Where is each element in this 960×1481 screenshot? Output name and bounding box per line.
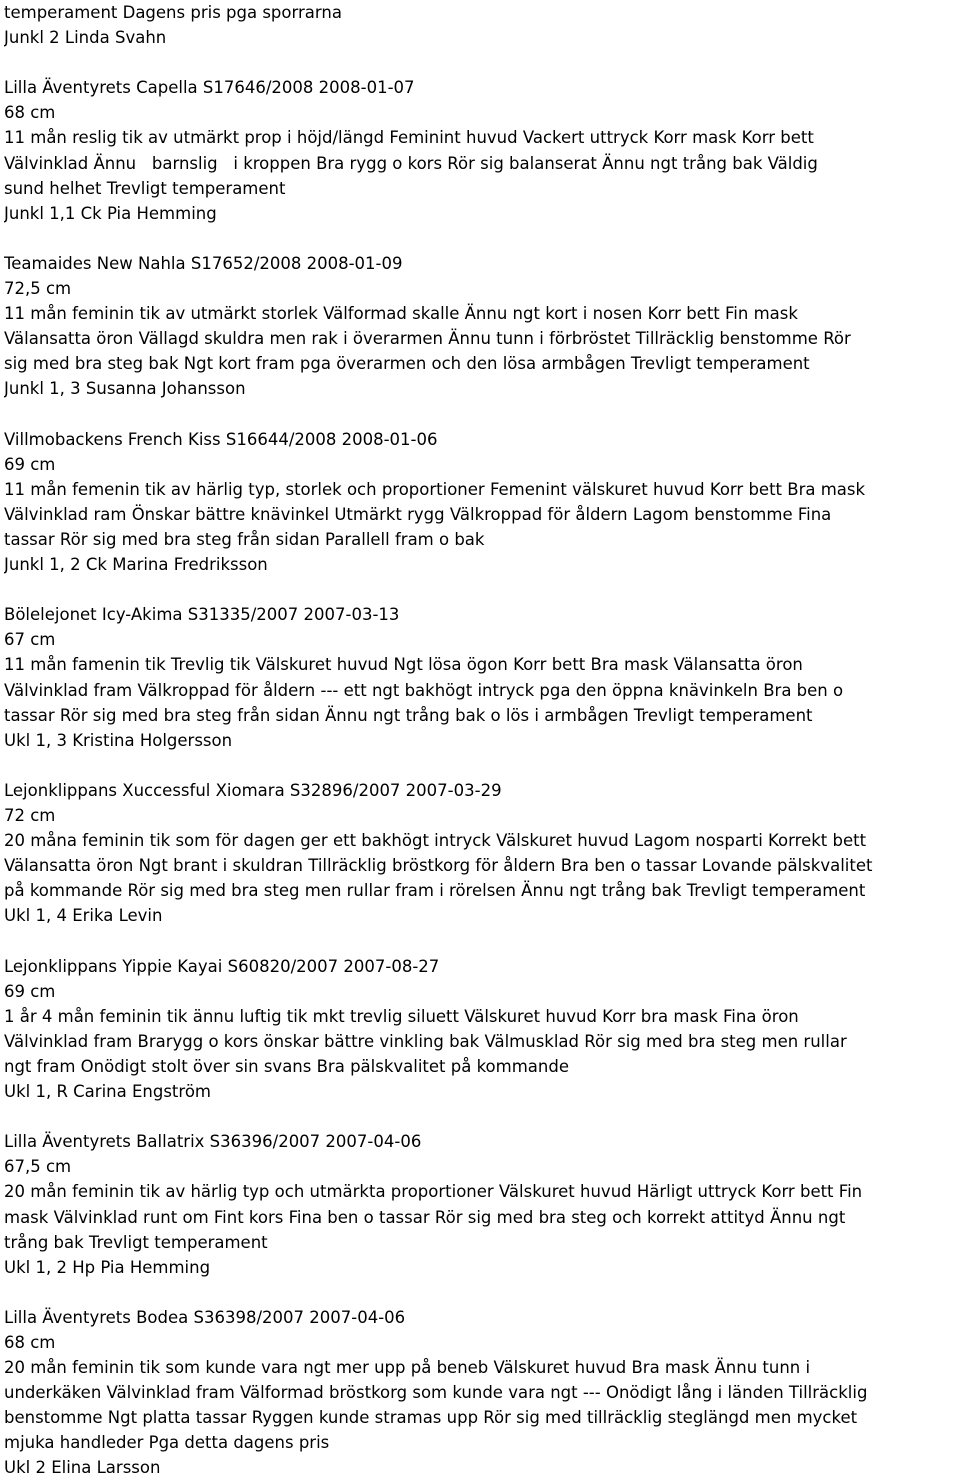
dog-result: Ukl 1, 4 Erika Levin	[4, 906, 163, 926]
dog-header: Lilla Äventyrets Bodea S36398/2007 2007-04-06	[4, 1307, 406, 1327]
dog-result: Junkl 1, 2 Ck Marina Fredriksson	[4, 555, 268, 575]
dog-result: Ukl 1, 3 Kristina Holgersson	[4, 730, 233, 750]
dog-description-line: sig med bra steg bak Ngt kort fram pga överarmen och den lösa armbågen Trevligt temperament	[4, 354, 810, 374]
dog-entry	[4, 778, 960, 929]
dog-description-line: sund helhet Trevligt temperament	[4, 178, 286, 198]
dog-description-line: 11 mån femenin tik av härlig typ, storlek och proportioner Femenint välskuret huvud Korr bett Bra mask	[4, 479, 866, 499]
dog-description-line: 11 mån famenin tik Trevlig tik Välskuret huvud Ngt lösa ögon Korr bett Bra mask Välansatta öron	[4, 655, 803, 675]
dog-header: Teamaides New Nahla S17652/2008 2008-01-09	[4, 253, 403, 273]
dog-description-line: 20 mån feminin tik av härlig typ och utmärkta proportioner Välskuret huvud Härligt uttryck Korr bett Fin	[4, 1182, 863, 1202]
dog-description-line: 20 måna feminin tik som för dagen ger ett bakhögt intryck Välskuret huvud Lagom nosparti Korrekt bett	[4, 831, 867, 851]
dog-result: Ukl 1, 2 Hp Pia Hemming	[4, 1257, 211, 1277]
dog-description-line: underkäken Välvinklad fram Välformad bröstkorg som kunde vara ngt --- Onödigt lång i länden Tillräcklig	[4, 1383, 868, 1403]
dog-description-line: 11 mån reslig tik av utmärkt prop i höjd/längd Feminint huvud Vackert uttryck Korr mask Korr bett	[4, 128, 814, 148]
dog-description-line: Välansatta öron Ngt brant i skuldran Tillräcklig bröstkorg för åldern Bra ben o tassar Lovande pälskvalitet	[4, 856, 873, 876]
dog-entry	[4, 1129, 960, 1280]
dog-entry	[4, 954, 960, 1105]
dog-height: 67,5 cm	[4, 1157, 72, 1177]
dog-header: Bölelejonet Icy-Akima S31335/2007 2007-03-13	[4, 605, 400, 625]
dog-header: Lejonklippans Yippie Kayai S60820/2007 2007-08-27	[4, 956, 440, 976]
dog-height: 72 cm	[4, 806, 56, 825]
dog-entry	[4, 75, 960, 226]
dog-height: 72,5 cm	[4, 279, 72, 299]
dog-entry	[4, 251, 960, 402]
dog-description-line: 11 mån feminin tik av utmärkt storlek Välformad skalle Ännu ngt kort i nosen Korr bett Fin mask	[4, 304, 798, 324]
intro-block	[4, 0, 960, 50]
dog-description-line: Välvinklad ram Önskar bättre knävinkel Utmärkt rygg Välkroppad för åldern Lagom benstomme Fina	[4, 504, 832, 524]
dog-result: Ukl 1, R Carina Engström	[4, 1082, 211, 1102]
dog-header: Lilla Äventyrets Ballatrix S36396/2007 2007-04-06	[4, 1132, 422, 1152]
dog-header: Lilla Äventyrets Capella S17646/2008 2008-01-07	[4, 78, 415, 98]
dog-description-line: Välvinklad fram Välkroppad för åldern --- ett ngt bakhögt intryck pga den öppna knävinkeln Bra ben o	[4, 680, 844, 700]
dog-description-line: på kommande Rör sig med bra steg men rullar fram i rörelsen Ännu ngt trång bak Trevligt temperament	[4, 881, 866, 901]
dog-description-line: 20 mån feminin tik som kunde vara ngt mer upp på beneb Välskuret huvud Bra mask Ännu tunn i	[4, 1358, 811, 1378]
dog-height: 67 cm	[4, 630, 56, 650]
dog-entry	[4, 427, 960, 578]
dog-header: Villmobackens French Kiss S16644/2008 2008-01-06	[4, 429, 438, 449]
dog-description-line: mjuka handleder Pga detta dagens pris	[4, 1433, 330, 1453]
dog-description-line: ngt fram Onödigt stolt över sin svans Bra pälskvalitet på kommande	[4, 1056, 569, 1076]
dog-height: 68 cm	[4, 1332, 56, 1352]
dog-height: 68 cm	[4, 103, 56, 123]
dog-description-line: trång bak Trevligt temperament	[4, 1232, 268, 1252]
document-page	[4, 0, 960, 1481]
dog-description-line: Välvinklad Ännu barnslig i kroppen Bra rygg o kors Rör sig balanserat Ännu ngt trång bak Väldig	[4, 153, 818, 173]
dog-height: 69 cm	[4, 981, 56, 1001]
dog-description-line: 1 år 4 mån feminin tik ännu luftig tik mkt trevlig siluett Välskuret huvud Korr bra mask Fina öron	[4, 1006, 799, 1026]
dog-description-line: Välvinklad fram Brarygg o kors önskar bättre vinkling bak Välmusklad Rör sig med bra steg men rullar	[4, 1031, 847, 1051]
dog-description-line: tassar Rör sig med bra steg från sidan Parallell fram o bak	[4, 529, 485, 549]
dog-result: Junkl 1,1 Ck Pia Hemming	[4, 203, 217, 223]
dog-entry	[4, 602, 960, 753]
dog-header: Lejonklippans Xuccessful Xiomara S32896/2007 2007-03-29	[4, 780, 502, 800]
dog-description-line: Välansatta öron Vällagd skuldra men rak i överarmen Ännu tunn i förbröstet Tillräcklig benstomme Rör	[4, 329, 851, 349]
dog-description-line: mask Välvinklad runt om Fint kors Fina ben o tassar Rör sig med bra steg och korrekt attityd Ännu ngt	[4, 1207, 846, 1227]
intro-line: temperament Dagens pris pga sporrarna	[4, 3, 342, 22]
dog-description-line: tassar Rör sig med bra steg från sidan Ännu ngt trång bak o lös i armbågen Trevligt temperament	[4, 705, 813, 725]
dog-description-line: benstomme Ngt platta tassar Ryggen kunde stramas upp Rör sig med tillräcklig steglängd men mycket	[4, 1408, 858, 1428]
dog-height: 69 cm	[4, 454, 56, 474]
dog-entry	[4, 1305, 960, 1481]
intro-result: Junkl 2 Linda Svahn	[4, 28, 167, 48]
dog-result: Junkl 1, 3 Susanna Johansson	[4, 379, 246, 399]
dog-result: Ukl 2 Elina Larsson	[4, 1458, 161, 1478]
